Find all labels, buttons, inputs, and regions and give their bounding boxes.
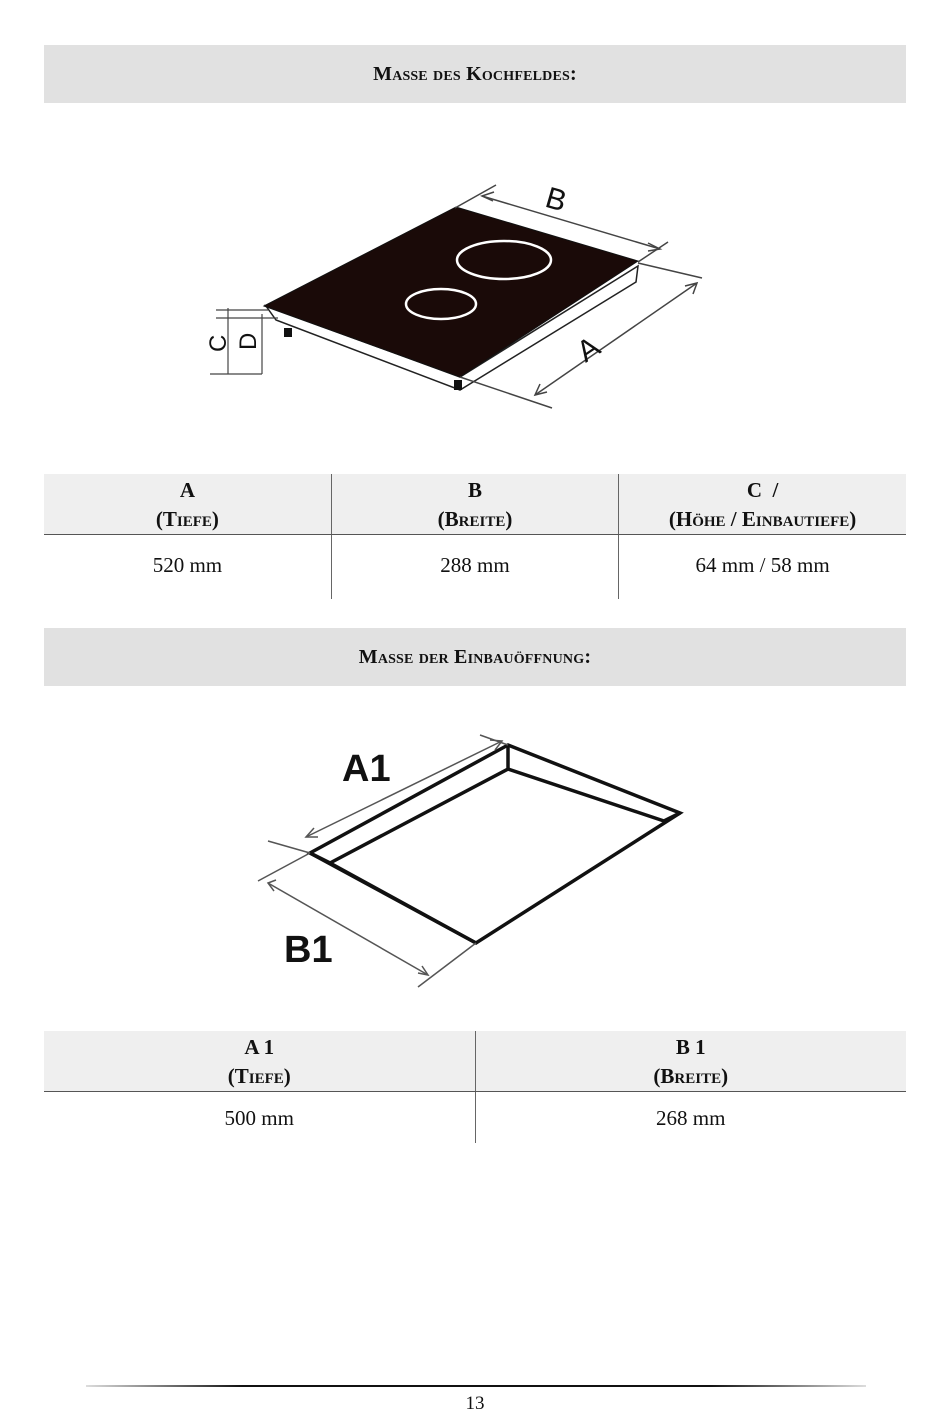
- header-label: (Tiefe): [155, 507, 219, 531]
- cutout-dimensions-table: [44, 1031, 906, 1143]
- header-code: A 1: [244, 1035, 275, 1059]
- dimension-label-b1: B1: [284, 929, 333, 971]
- header-code: A: [179, 478, 195, 502]
- footer-rule: [86, 1385, 866, 1387]
- header-label: (Breite): [437, 507, 513, 531]
- header-label: (Höhe / Einbautiefe): [668, 507, 857, 531]
- column-header-b1: [475, 1031, 906, 1092]
- cutout-dimension-diagram: [240, 725, 700, 1000]
- table-row: [44, 1092, 906, 1144]
- dimension-label-a: A: [571, 330, 607, 369]
- table-row: [44, 535, 906, 600]
- cooktop-dimensions-table: [44, 474, 906, 599]
- column-header-c: [619, 474, 906, 535]
- dimension-label-d: D: [235, 332, 262, 350]
- value-height: 64 mm / 58 mm: [619, 535, 906, 600]
- table-header-row: [44, 474, 906, 535]
- cooktop-foot: [284, 328, 292, 337]
- column-header-b: [331, 474, 618, 535]
- header-code: B 1: [675, 1035, 706, 1059]
- column-header-a: [44, 474, 331, 535]
- header-code: C /: [746, 478, 779, 502]
- cooktop-dimension-diagram: [190, 170, 730, 420]
- section-heading-text: Maße der Einbauöffnung:: [358, 645, 592, 668]
- header-code: B: [467, 478, 482, 502]
- dimension-label-c: C: [205, 334, 232, 352]
- table-header-row: [44, 1031, 906, 1092]
- value-cutout-width: 268 mm: [475, 1092, 906, 1144]
- header-label: (Breite): [653, 1064, 729, 1088]
- dimension-label-a1: A1: [342, 748, 391, 790]
- section-heading-text: Maße des Kochfeldes:: [373, 62, 577, 85]
- page-number: 13: [465, 1393, 485, 1414]
- header-label: (Tiefe): [227, 1064, 291, 1088]
- section-heading-cooktop-dimensions: [44, 45, 906, 103]
- cooktop-foot: [454, 380, 462, 390]
- section-heading-cutout-dimensions: [44, 628, 906, 686]
- value-cutout-depth: 500 mm: [224, 1106, 294, 1130]
- dimension-label-b: B: [541, 181, 571, 219]
- value-width: 288 mm: [331, 535, 618, 600]
- column-header-a1: [44, 1031, 475, 1092]
- value-depth: 520 mm: [152, 553, 223, 577]
